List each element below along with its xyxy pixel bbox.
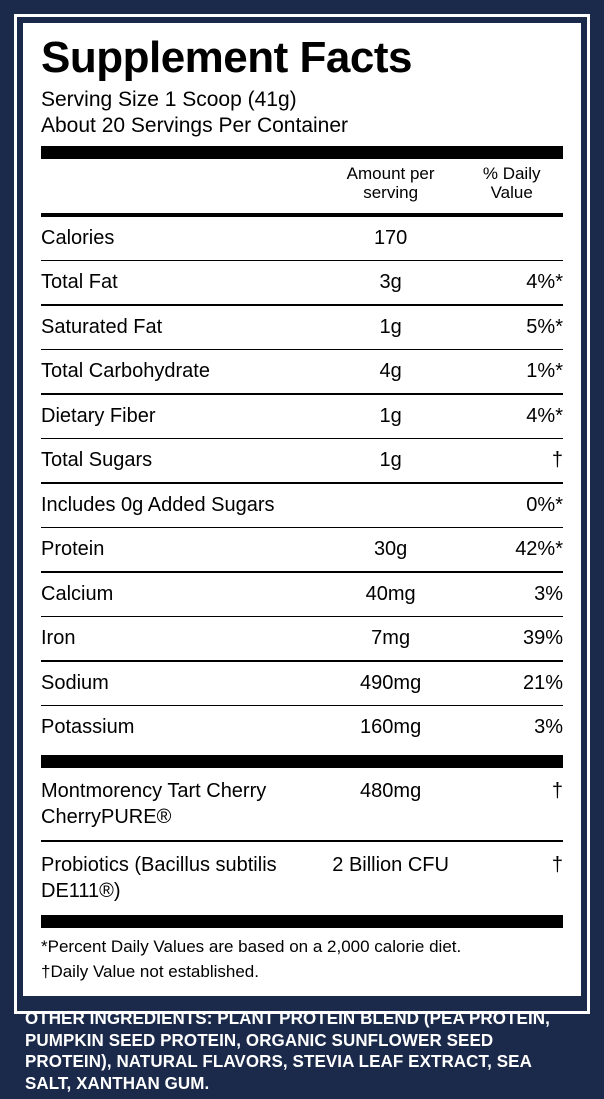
row-name: Saturated Fat: [41, 315, 163, 338]
divider-thin: [41, 527, 563, 529]
table-row: [41, 400, 563, 433]
row-amount: 490mg: [360, 671, 422, 694]
row-amount: 480mg: [360, 780, 422, 803]
divider-row: [41, 388, 563, 400]
table-row: [41, 533, 563, 566]
row-dv: †: [551, 780, 563, 803]
table-row: [41, 711, 563, 744]
table-row: [41, 489, 563, 522]
table-row: [41, 847, 563, 909]
divider-thin: [41, 840, 563, 842]
row-name: Iron: [41, 627, 76, 650]
divider-row: [41, 208, 563, 222]
divider-thin: [41, 660, 563, 662]
table-header-row: [41, 159, 563, 208]
row-dv: 21%: [522, 671, 563, 694]
divider-med: [41, 213, 563, 217]
footnote-daily-values: *Percent Daily Values are based on a 2,000 calorie diet.: [41, 936, 462, 956]
row-name: Total Fat: [41, 271, 118, 294]
row-dv: 5%*: [526, 315, 563, 338]
label-border: [14, 14, 590, 1094]
row-dv: 1%*: [526, 360, 563, 383]
divider-row: [41, 566, 563, 578]
table-row: [41, 355, 563, 388]
row-amount: 4g: [379, 360, 402, 383]
divider-thin: [41, 304, 563, 306]
divider-thin: [41, 571, 563, 573]
row-dv: †: [551, 449, 563, 472]
table-row: [41, 311, 563, 344]
divider-row: [41, 835, 563, 847]
row-name: Probiotics (Bacillus subtilis DE111®): [41, 853, 277, 902]
other-ingredients-text: OTHER INGREDIENTS: PLANT PROTEIN BLEND (PEA PROTEIN, PUMPKIN SEED PROTEIN, ORGANIC SUNFLOWER SEED PROTEIN), NATURAL FLAVORS, STEVIA LEAF EXTRACT, SEA SALT, XANTHAN GUM.: [24, 1007, 550, 1094]
row-amount: 1g: [379, 449, 402, 472]
row-name: Calories: [41, 226, 115, 249]
table-row: [41, 667, 563, 700]
row-dv: 3%: [534, 582, 563, 605]
serving-size-text: Serving Size 1 Scoop (41g): [41, 88, 297, 112]
table-row: [41, 578, 563, 611]
row-name: Dietary Fiber: [41, 404, 156, 427]
supplement-facts-card: [23, 23, 581, 996]
divider-thin: [41, 705, 563, 707]
divider-row: [41, 655, 563, 667]
row-dv: 4%*: [526, 271, 563, 294]
divider-row: [41, 299, 563, 311]
row-name: Includes 0g Added Sugars: [41, 493, 275, 516]
row-amount: 7mg: [371, 627, 411, 650]
row-amount: 170: [373, 226, 408, 249]
divider-thick-top: [41, 146, 563, 159]
footnote-dv-not-established: †Daily Value not established.: [41, 961, 259, 981]
row-amount: 1g: [379, 315, 402, 338]
divider-thin: [41, 260, 563, 262]
divider-row: [41, 255, 563, 267]
header-daily-value: % Daily Value: [482, 163, 541, 203]
row-dv: 42%*: [515, 538, 563, 561]
header-amount-per-serving: Amount per serving: [346, 163, 435, 203]
row-amount: 30g: [373, 538, 408, 561]
divider-thin: [41, 349, 563, 351]
row-amount: 160mg: [360, 716, 422, 739]
row-name: Total Sugars: [41, 449, 153, 472]
row-amount: 2 Billion CFU: [332, 853, 449, 876]
divider-row: [41, 522, 563, 534]
row-name: Protein: [41, 538, 105, 561]
divider-thin: [41, 438, 563, 440]
nutrition-table: [41, 159, 563, 909]
divider-thin: [41, 482, 563, 484]
row-dv: [460, 222, 563, 255]
row-dv: 39%: [522, 627, 563, 650]
servings-per-container-text: About 20 Servings Per Container: [41, 114, 349, 138]
row-dv: 4%*: [526, 404, 563, 427]
row-amount: [321, 489, 460, 522]
divider-thick-bottom: [41, 915, 563, 928]
row-dv: 3%: [534, 716, 563, 739]
divider-row: [41, 611, 563, 623]
row-amount: 40mg: [365, 582, 416, 605]
row-dv: 0%*: [526, 493, 563, 516]
divider-row: [41, 433, 563, 445]
divider-thin: [41, 393, 563, 395]
divider-thin: [41, 616, 563, 618]
table-row: [41, 222, 563, 255]
table-row: [41, 444, 563, 477]
row-amount: 3g: [379, 271, 402, 294]
header-blank: [41, 159, 321, 208]
divider-row: [41, 700, 563, 712]
table-row: [41, 266, 563, 299]
table-row: [41, 622, 563, 655]
divider-row: [41, 477, 563, 489]
row-dv: †: [551, 853, 563, 876]
divider-row: [41, 744, 563, 773]
row-name: Total Carbohydrate: [41, 360, 210, 383]
row-name: Calcium: [41, 582, 114, 605]
divider-thick-mid: [41, 755, 563, 768]
page-title: Supplement Facts: [41, 33, 412, 82]
divider-row: [41, 344, 563, 356]
row-amount: 1g: [379, 404, 402, 427]
row-name: Sodium: [41, 671, 109, 694]
row-name: Montmorency Tart Cherry CherryPURE®: [41, 780, 267, 829]
row-name: Potassium: [41, 716, 135, 739]
table-row: [41, 773, 563, 835]
